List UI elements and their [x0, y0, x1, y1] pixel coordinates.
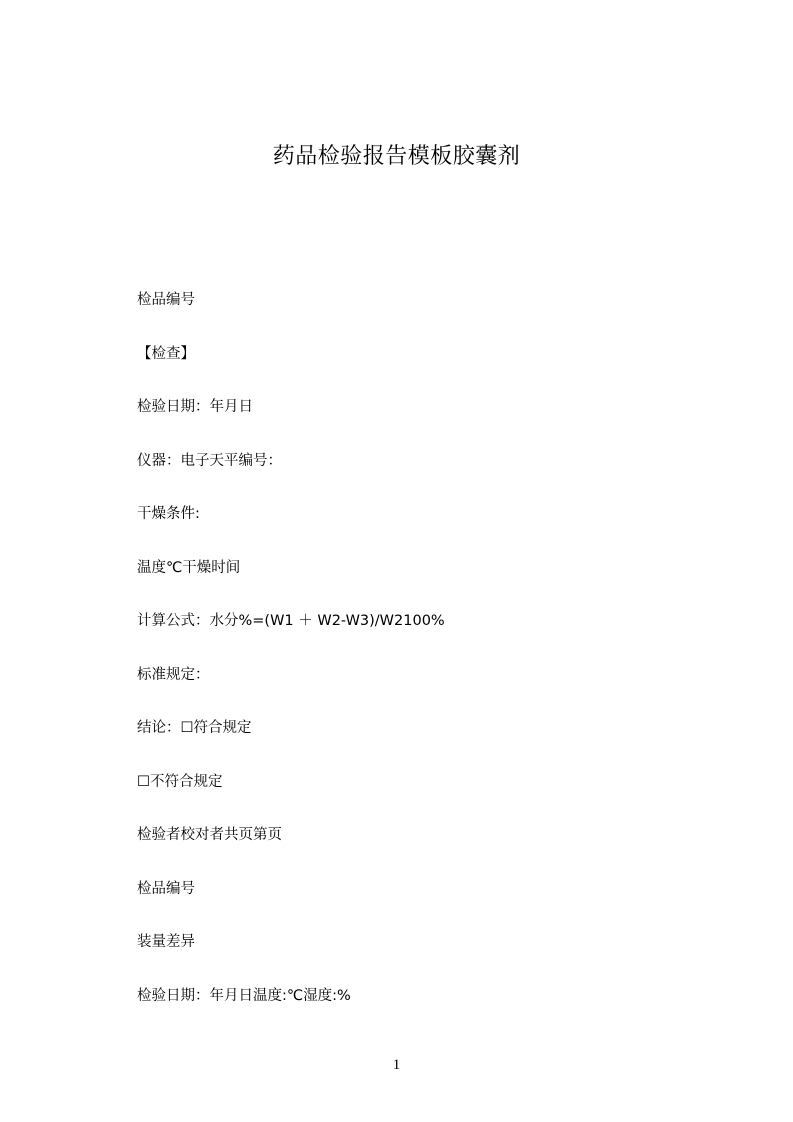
text-line-temperature-drying-time: 温度℃干燥时间 — [137, 559, 241, 576]
text-line-formula: 计算公式：水分%=(W1 ＋ W2-W3)/W2100% — [137, 613, 445, 629]
text-line-instrument: 仪器：电子天平编号： — [137, 452, 282, 469]
document-body — [137, 288, 697, 1037]
text-line-sample-number: 检品编号 — [137, 292, 195, 308]
text-line-standard: 标准规定： — [137, 666, 210, 683]
text-line-date-temp-humidity: 检验日期：年月日温度:℃湿度:% — [137, 987, 351, 1004]
text-line-fill-weight-variation: 装量差异 — [137, 934, 195, 950]
text-line-conclusion-pass: 结论：☐符合规定 — [137, 720, 252, 736]
page-number: 1 — [392, 1057, 401, 1073]
text-line-drying-conditions: 干燥条件: — [137, 506, 200, 522]
text-line-sample-number-2: 检品编号 — [137, 880, 195, 897]
text-line-inspection-date: 检验日期：年月日 — [137, 399, 253, 415]
text-line-signatures: 检验者校对者共页第页 — [137, 827, 282, 843]
text-line-conclusion-fail: ☐不符合规定 — [137, 773, 223, 790]
document-title: 药品检验报告模板胶囊剂 — [272, 144, 521, 169]
text-line-inspection-heading: 【检查】 — [137, 345, 195, 362]
